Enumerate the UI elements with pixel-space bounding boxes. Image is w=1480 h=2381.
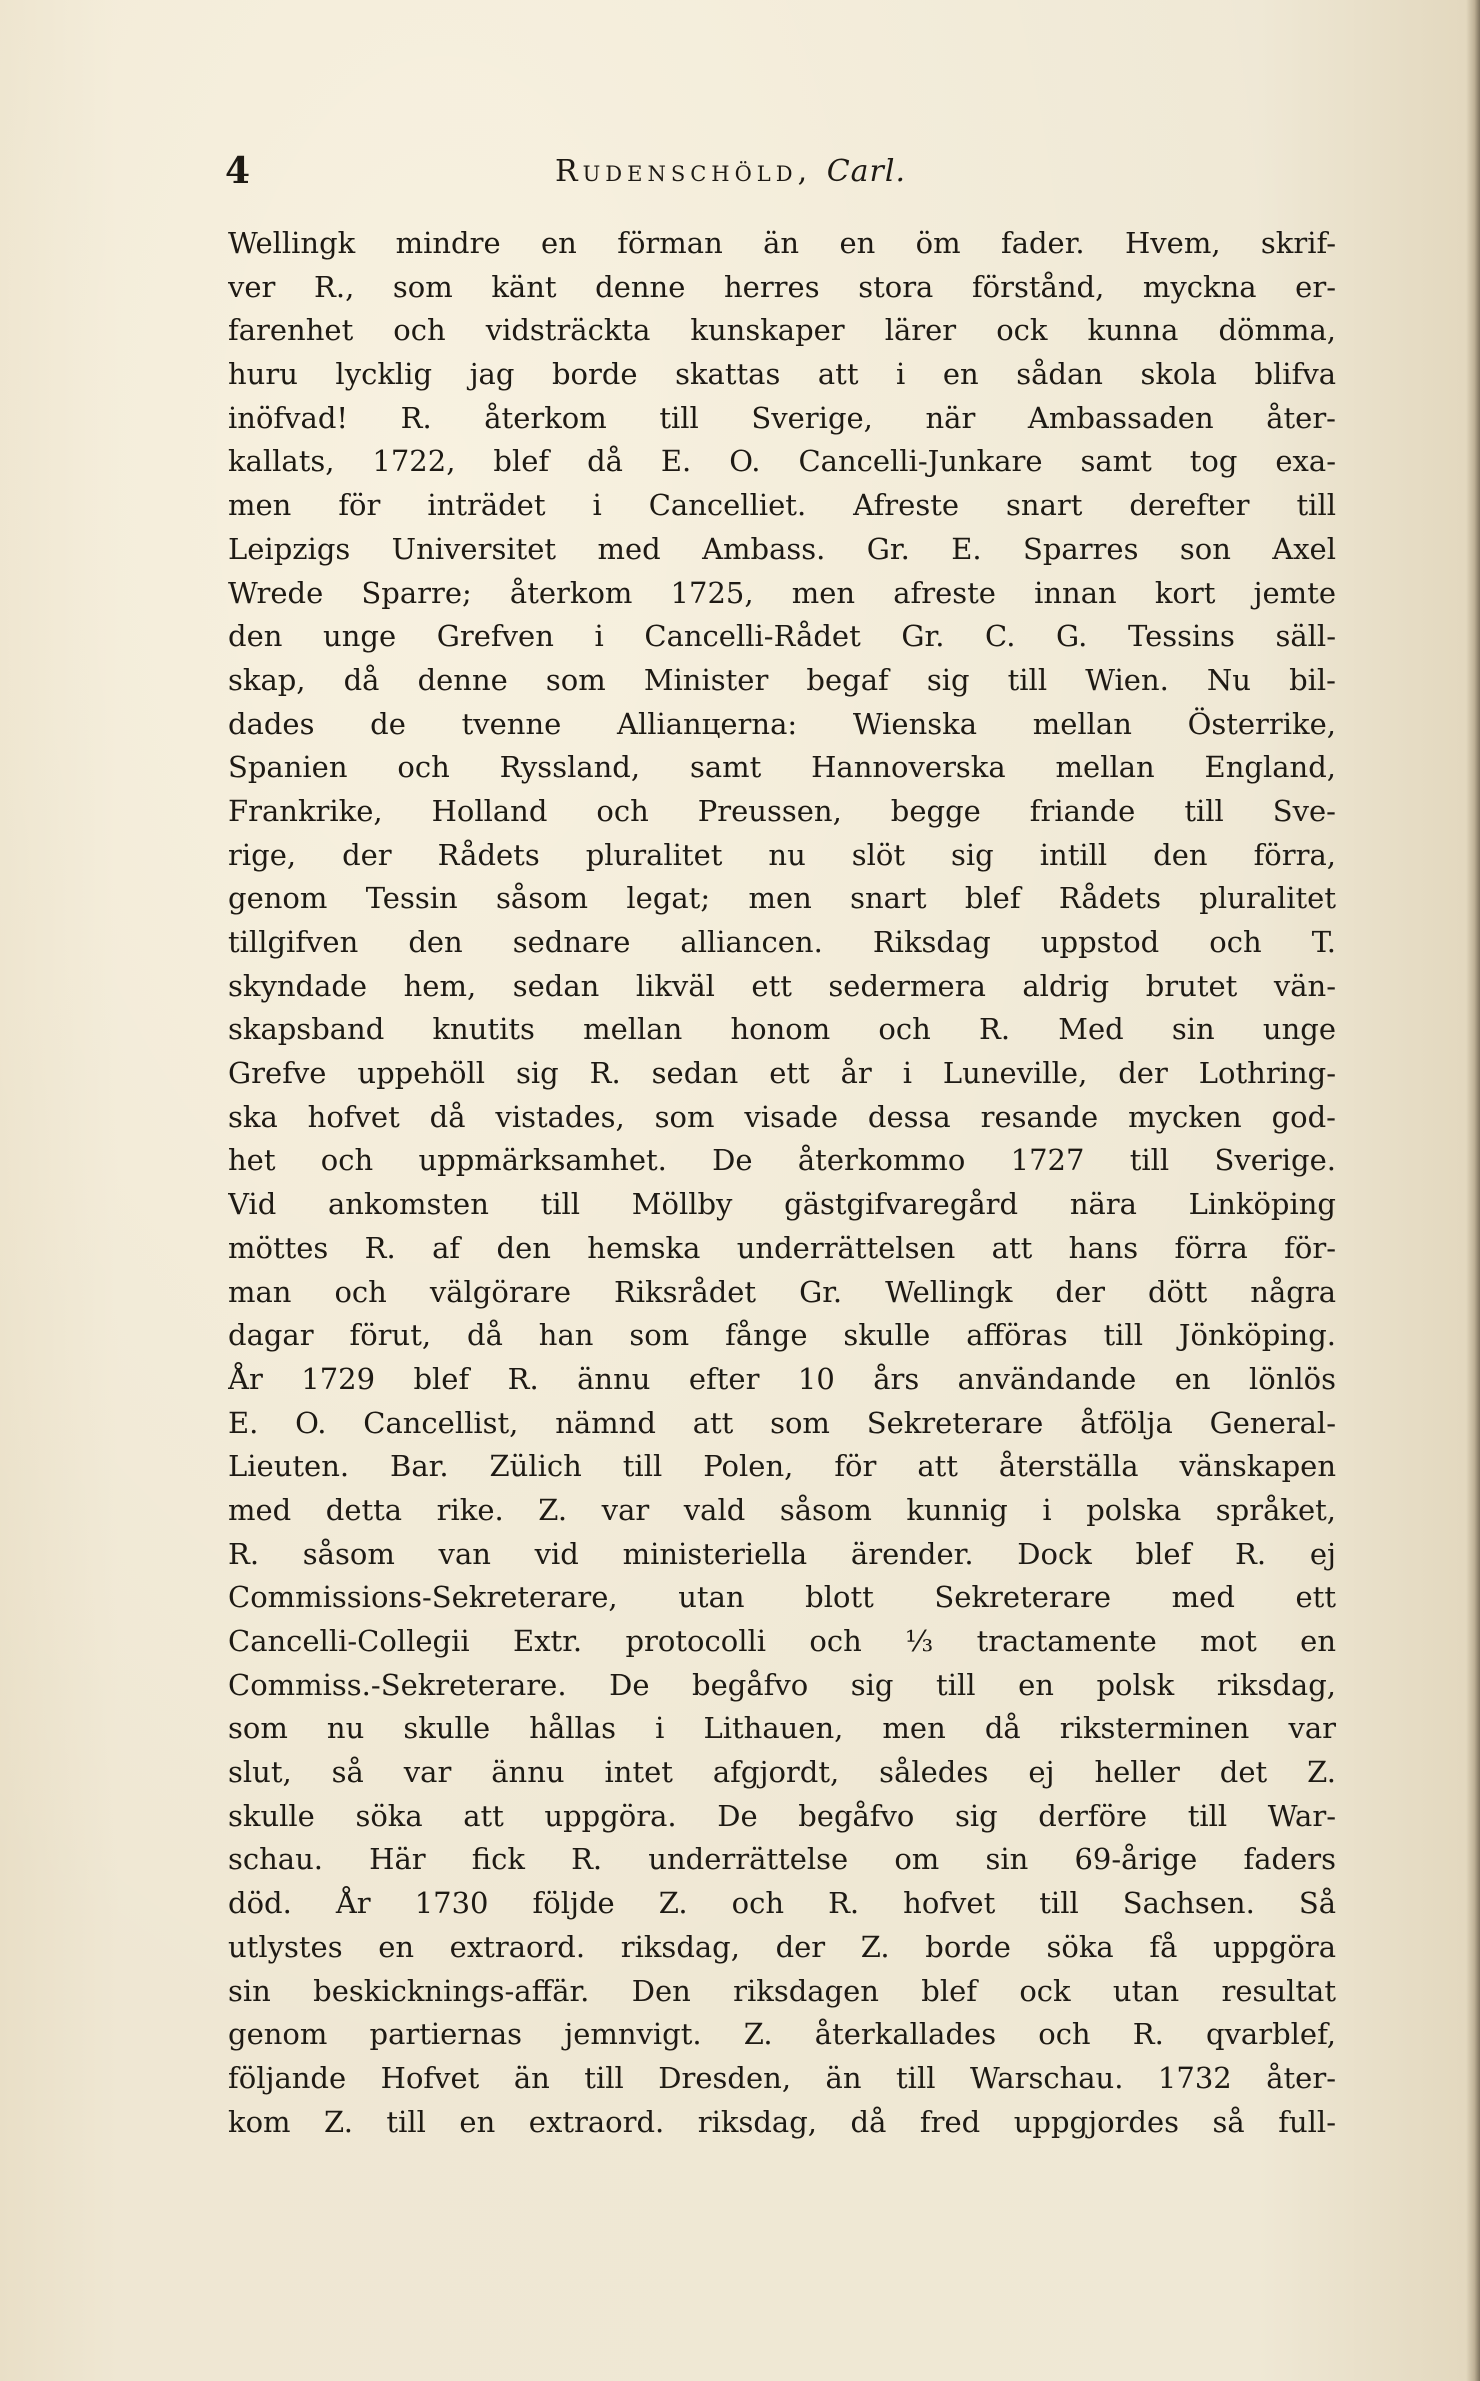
text-line: huru lycklig jag borde skattas att i en sådan skola blifva (228, 357, 1336, 392)
page-edge-shadow (1466, 0, 1480, 2381)
text-line: genom Tessin såsom legat; men snart blef Rådets pluralitet (228, 881, 1336, 916)
running-head-given-name: Carl. (826, 154, 906, 189)
text-line: rige, der Rådets pluralitet nu slöt sig intill den förra, (228, 837, 1336, 872)
text-line: Grefve uppehöll sig R. sedan ett år i Luneville, der Lothring- (228, 1056, 1336, 1091)
text-line: schau. Här fick R. underrättelse om sin 69-årige faders (228, 1842, 1336, 1877)
text-line: dagar förut, då han som fånge skulle afföras till Jönköping. (228, 1318, 1336, 1353)
page-number: 4 (225, 150, 251, 192)
text-line: skulle söka att uppgöra. De begåfvo sig derföre till War- (228, 1798, 1336, 1833)
text-line: ska hofvet då vistades, som visade dessa resande mycken god- (228, 1099, 1336, 1134)
text-line: R. såsom van vid ministeriella ärender. Dock blef R. ej (228, 1536, 1336, 1571)
text-line: som nu skulle hållas i Lithauen, men då riksterminen var (228, 1711, 1336, 1746)
text-line: Wellingk mindre en förman än en öm fader. Hvem, skrif- (228, 226, 1336, 260)
text-line: kom Z. till en extraord. riksdag, då fred uppgjordes så full- (228, 2104, 1336, 2139)
text-line: sin beskicknings-affär. Den riksdagen blef ock utan resultat (228, 1973, 1336, 2008)
text-line: dades de tvenne Allianцerna: Wienska mellan Österrike, (228, 706, 1336, 741)
text-line: farenhet och vidsträckta kunskaper lärer ock kunna dömma, (228, 313, 1336, 348)
text-line: ver R., som känt denne herres stora förstånd, myckna er- (228, 269, 1336, 304)
text-line: följande Hofvet än till Dresden, än till Warschau. 1732 åter- (228, 2060, 1336, 2095)
text-line: Leipzigs Universitet med Ambass. Gr. E. Sparres son Axel (228, 531, 1336, 566)
text-line: inöfvad! R. återkom till Sverige, när Ambassaden åter- (228, 400, 1336, 435)
text-line: het och uppmärksamhet. De återkommo 1727 till Sverige. (228, 1143, 1336, 1178)
text-line: Commiss.-Sekreterare. De begåfvo sig till en polsk riksdag, (228, 1667, 1336, 1702)
text-line: möttes R. af den hemska underrättelsen att hans förra för- (228, 1230, 1336, 1265)
text-line: skyndade hem, sedan likväl ett sedermera aldrig brutet vän- (228, 968, 1336, 1003)
text-line: Cancelli-Collegii Extr. protocolli och ⅓ tractamente mot en (228, 1624, 1336, 1658)
body-text (228, 222, 1336, 2144)
text-line: utlystes en extraord. riksdag, der Z. borde söka få uppgöra (228, 1929, 1336, 1964)
text-line: Commissions-Sekreterare, utan blott Sekreterare med ett (228, 1580, 1336, 1615)
text-line: Spanien och Ryssland, samt Hannoverska mellan England, (228, 750, 1336, 785)
text-line: slut, så var ännu intet afgjordt, således ej heller det Z. (228, 1755, 1336, 1790)
text-line: genom partiernas jemnvigt. Z. återkallades och R. qvarblef, (228, 2017, 1336, 2052)
text-line: död. År 1730 följde Z. och R. hofvet till Sachsen. Så (228, 1886, 1336, 1921)
running-head (555, 154, 906, 189)
text-line: tillgifven den sednare alliancen. Riksdag uppstod och T. (228, 925, 1336, 959)
text-line: Lieuten. Bar. Zülich till Polen, för att återställa vänskapen (228, 1449, 1336, 1484)
text-line: År 1729 blef R. ännu efter 10 års användande en lönlös (228, 1361, 1336, 1396)
page-header (225, 150, 1345, 200)
text-line: kallats, 1722, blef då E. O. Cancelli-Junkare samt tog exa- (228, 444, 1336, 479)
text-line: skap, då denne som Minister begaf sig till Wien. Nu bil- (228, 662, 1336, 697)
text-line: Frankrike, Holland och Preussen, begge friande till Sve- (228, 793, 1336, 828)
text-line: med detta rike. Z. var vald såsom kunnig i polska språket, (228, 1492, 1336, 1527)
text-line: men för inträdet i Cancelliet. Afreste snart derefter till (228, 488, 1336, 523)
text-line: Wrede Sparre; återkom 1725, men afreste innan kort jemte (228, 575, 1336, 610)
text-line: den unge Grefven i Cancelli-Rådet Gr. C. G. Tessins säll- (228, 619, 1336, 654)
text-line: man och välgörare Riksrådet Gr. Wellingk der dött några (228, 1274, 1336, 1309)
running-head-surname: Rudenschöld, (555, 154, 813, 189)
text-line: skapsband knutits mellan honom och R. Med sin unge (228, 1012, 1336, 1047)
text-line: E. O. Cancellist, nämnd att som Sekreterare åtfölja General- (228, 1405, 1336, 1440)
text-line: Vid ankomsten till Möllby gästgifvaregård nära Linköping (228, 1187, 1336, 1222)
